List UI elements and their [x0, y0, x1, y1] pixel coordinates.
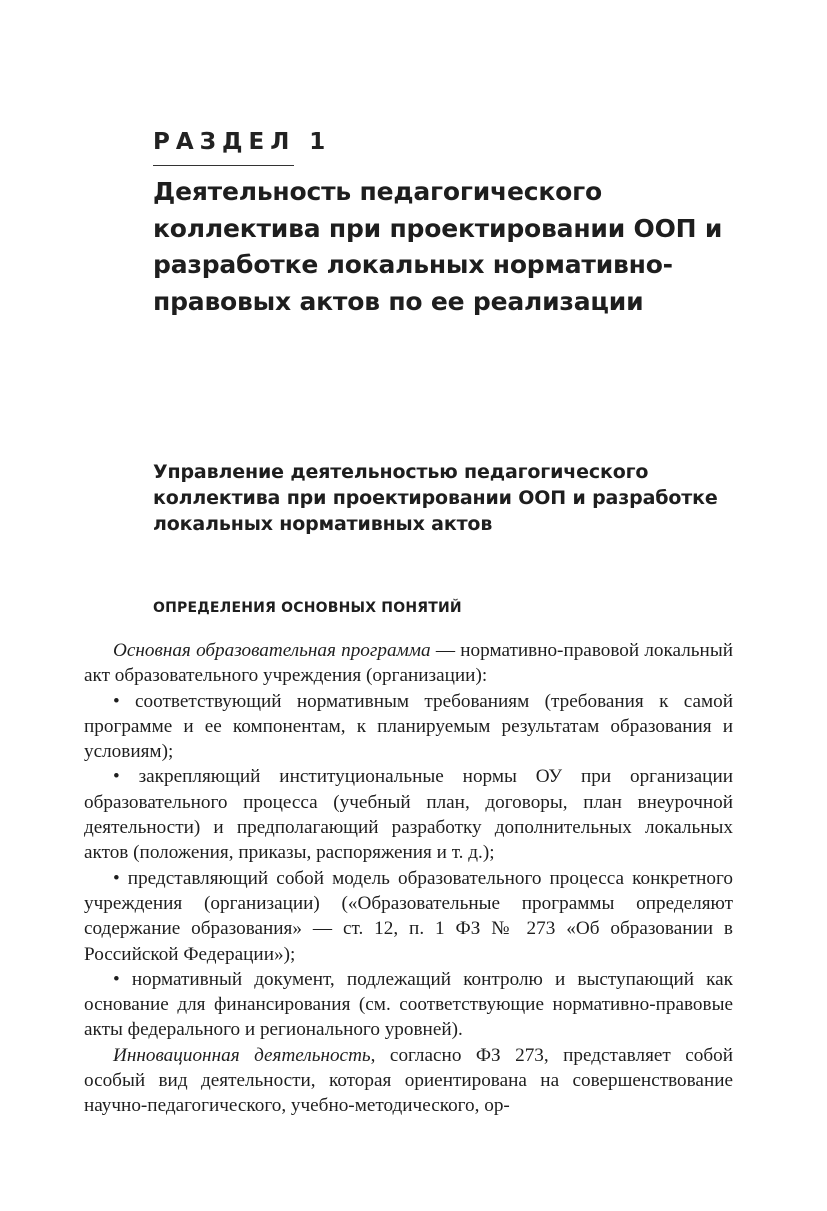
section-underline — [153, 165, 294, 166]
paragraph-text: — нормативно-правовой локальный акт образовательного учреждения (организации): — [84, 640, 733, 687]
paragraph-main-program — [84, 638, 733, 689]
section-label: РАЗДЕЛ 1 — [153, 129, 332, 155]
bullet-item: • представляющий собой модель образовательного процесса конкретного учреждения (организации) («Образовательные программы определяют содержание образования» — ст. 12, п. 1 ФЗ № 273 «Об образовании в Российской Федерации»); — [84, 867, 733, 965]
bullet-item: • закрепляющий институциональные нормы ОУ при организации образовательного процесса (учебный план, договоры, план внеурочной деятельности) и предполагающий разработку дополнительных локальных актов (положения, приказы, распоряжения и т. д.); — [84, 766, 733, 864]
body-text — [84, 638, 733, 1119]
term-main-program: Основная образовательная программа — [113, 640, 431, 661]
bullet-item: • нормативный документ, подлежащий контролю и выступающий как основание для финансирования (см. соответствующие нормативно-правовые акты федерального и регионального уровней). — [84, 968, 733, 1041]
subsection-title: Управление деятельностью педагогического коллектива при проектировании ООП и разработке локальных нормативных актов — [153, 461, 718, 535]
term-innovation: Инновационная деятельность — [113, 1044, 371, 1066]
bullet-item: • соответствующий нормативным требованиям (требования к самой программе и ее компонентам, к планируемым результатам образования и условиям); — [84, 690, 733, 763]
chapter-title: Деятельность педагогического коллектива при проектировании ООП и разработке локальных нормативно-правовых актов по ее реализации — [153, 177, 723, 316]
paragraph-text: , согласно ФЗ 273, представляет собой особый вид деятельности, которая ориентирована на совершенствование научно-педагогического, учебно-методического, ор- — [84, 1044, 733, 1117]
definitions-heading: ОПРЕДЕЛЕНИЯ ОСНОВНЫХ ПОНЯТИЙ — [153, 600, 462, 616]
paragraph-innovation — [84, 1043, 733, 1119]
